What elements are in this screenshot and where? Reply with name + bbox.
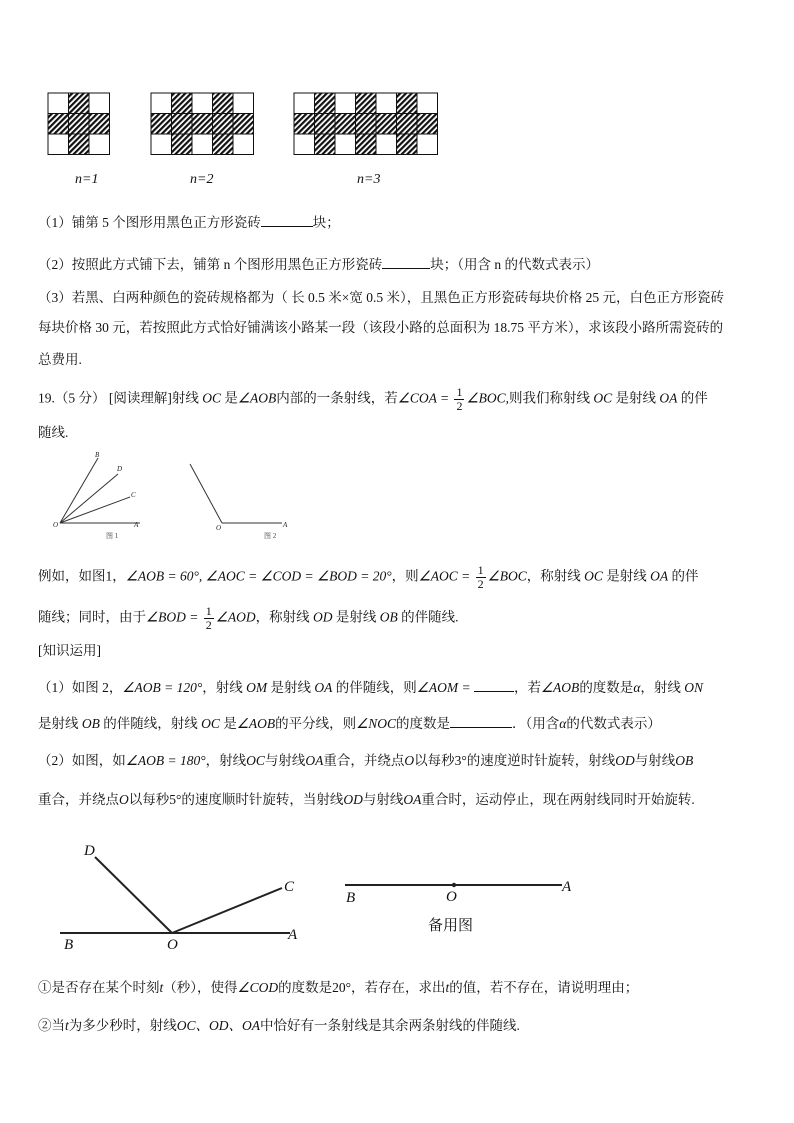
q18-part1: （1）铺第 5 个图形用黑色正方形瓷砖 块；	[38, 215, 340, 230]
white-tile	[89, 93, 110, 114]
fraction-half: $\frac{1}{2}$	[456, 385, 463, 413]
backup-figure-caption: 备用图	[428, 918, 474, 934]
white-tile	[294, 134, 315, 155]
label-b: B	[64, 937, 74, 953]
black-tile	[397, 93, 418, 114]
q18-part3-line1: （3）若黑、白两种颜色的瓷砖规格都为（ 长 0.5 米×宽 0.5 米），且黑色正方形瓷砖每块价格 25 元，白色正方形瓷砖	[38, 290, 724, 305]
black-tile	[397, 114, 418, 135]
label-a: A	[288, 927, 298, 943]
fig2-label-a: A	[283, 521, 288, 529]
black-tile	[356, 134, 377, 155]
sub-question-1: ①是否存在某个时刻t（秒），使得∠COD的度数是20°，若存在，求出t的值，若不存在，请说明理由；	[38, 980, 639, 995]
white-tile	[376, 93, 397, 114]
white-tile	[417, 134, 438, 155]
label-n3: n=3	[357, 172, 381, 187]
example-line2: 随线；同时，由于∠BOD = $\frac{1}{2}$ ∠AOD，称射线 OD 是射线 OB 的伴随线.	[38, 604, 459, 632]
black-tile	[69, 134, 90, 155]
fig1-label-a: A	[134, 521, 139, 529]
black-tile	[417, 114, 438, 135]
label-n1: n=1	[75, 172, 99, 187]
knowledge-1-line2: 是射线 OB 的伴随线，射线 OC 是∠AOB的平分线，则∠NOC的度数是 ．（用含α的代数式表示）	[38, 716, 661, 731]
black-tile	[172, 114, 193, 135]
white-tile	[233, 93, 254, 114]
fig2-caption: 图 2	[264, 532, 277, 540]
black-tile	[213, 134, 234, 155]
black-tile	[69, 93, 90, 114]
fig1-label-b: B	[95, 451, 100, 459]
black-tile	[172, 134, 193, 155]
black-tile	[172, 93, 193, 114]
black-tile	[376, 114, 397, 135]
fig1-label-d: D	[117, 465, 123, 473]
label-o: O	[167, 937, 178, 953]
figure-1-and-2	[50, 450, 310, 545]
black-tile	[356, 114, 377, 135]
white-tile	[294, 93, 315, 114]
fig1-label-c: C	[131, 491, 136, 499]
black-tile	[315, 93, 336, 114]
white-tile	[233, 134, 254, 155]
example-line1: 例如，如图1，∠AOB = 60°, ∠AOC = ∠COD = ∠BOD = 20°，则∠AOC = $\frac{1}{2}$ ∠BOC，称射线 OC 是射线 OA 的伴	[38, 563, 699, 591]
knowledge-heading: [知识运用]	[38, 643, 101, 658]
white-tile	[335, 134, 356, 155]
figure-rotation	[50, 835, 610, 955]
black-tile	[294, 114, 315, 135]
label-n2: n=2	[190, 172, 214, 187]
black-tile	[89, 114, 110, 135]
white-tile	[376, 134, 397, 155]
black-tile	[356, 93, 377, 114]
white-tile	[151, 134, 172, 155]
black-tile	[192, 114, 213, 135]
white-tile	[151, 93, 172, 114]
q18-part3-line3: 总费用.	[38, 352, 82, 367]
black-tile	[213, 93, 234, 114]
black-tile	[69, 114, 90, 135]
white-tile	[48, 93, 69, 114]
backup-label-a: A	[562, 879, 572, 895]
white-tile	[89, 134, 110, 155]
fig1-label-o: O	[53, 521, 59, 529]
black-tile	[315, 114, 336, 135]
white-tile	[417, 93, 438, 114]
tile-patterns-figure	[0, 0, 794, 200]
fig2-label-o: O	[216, 524, 222, 532]
sub-question-2: ②当t为多少秒时，射线OC、OD、OA中恰好有一条射线是其余两条射线的伴随线.	[38, 1018, 520, 1033]
fig1-caption: 图 1	[106, 532, 119, 540]
label-c: C	[284, 879, 295, 895]
label-d: D	[84, 843, 95, 859]
knowledge-2-line2: 重合，并绕点O以每秒5°的速度顺时针旋转，当射线OD与射线OA重合时，运动停止，现在两射线同时开始旋转.	[38, 792, 695, 807]
black-tile	[48, 114, 69, 135]
white-tile	[335, 93, 356, 114]
q19-heading-line2: 随线.	[38, 425, 69, 440]
backup-label-b: B	[346, 890, 356, 906]
white-tile	[48, 134, 69, 155]
backup-label-o: O	[446, 889, 457, 905]
knowledge-2-line1: （2）如图，如∠AOB = 180°，射线OC与射线OA重合，并绕点O以每秒3°的速度逆时针旋转，射线OD与射线OB	[38, 753, 694, 768]
tile-grids	[48, 93, 438, 155]
black-tile	[151, 114, 172, 135]
black-tile	[213, 114, 234, 135]
black-tile	[315, 134, 336, 155]
q18-part2: （2）按照此方式铺下去，铺第 n 个图形用黑色正方形瓷砖 块；（用含 n 的代数式表示）	[38, 257, 599, 272]
q18-part3-line2: 每块价格 30 元，若按照此方式恰好铺满该小路某一段（该段小路的总面积为 18.75 平方米），求该段小路所需瓷砖的	[38, 320, 724, 335]
q19-heading: 19.（5 分） [阅读理解]射线 OC 是∠AOB内部的一条射线，若∠COA = $\frac{1}{2}$ ∠BOC,则我们称射线 OC 是射线 OA 的伴	[38, 385, 708, 413]
black-tile	[233, 114, 254, 135]
black-tile	[397, 134, 418, 155]
white-tile	[192, 93, 213, 114]
white-tile	[192, 134, 213, 155]
black-tile	[335, 114, 356, 135]
knowledge-1-line1: （1）如图 2，∠AOB = 120°，射线 OM 是射线 OA 的伴随线，则∠AOM = ，若∠AOB的度数是α，射线 ON	[38, 680, 704, 695]
